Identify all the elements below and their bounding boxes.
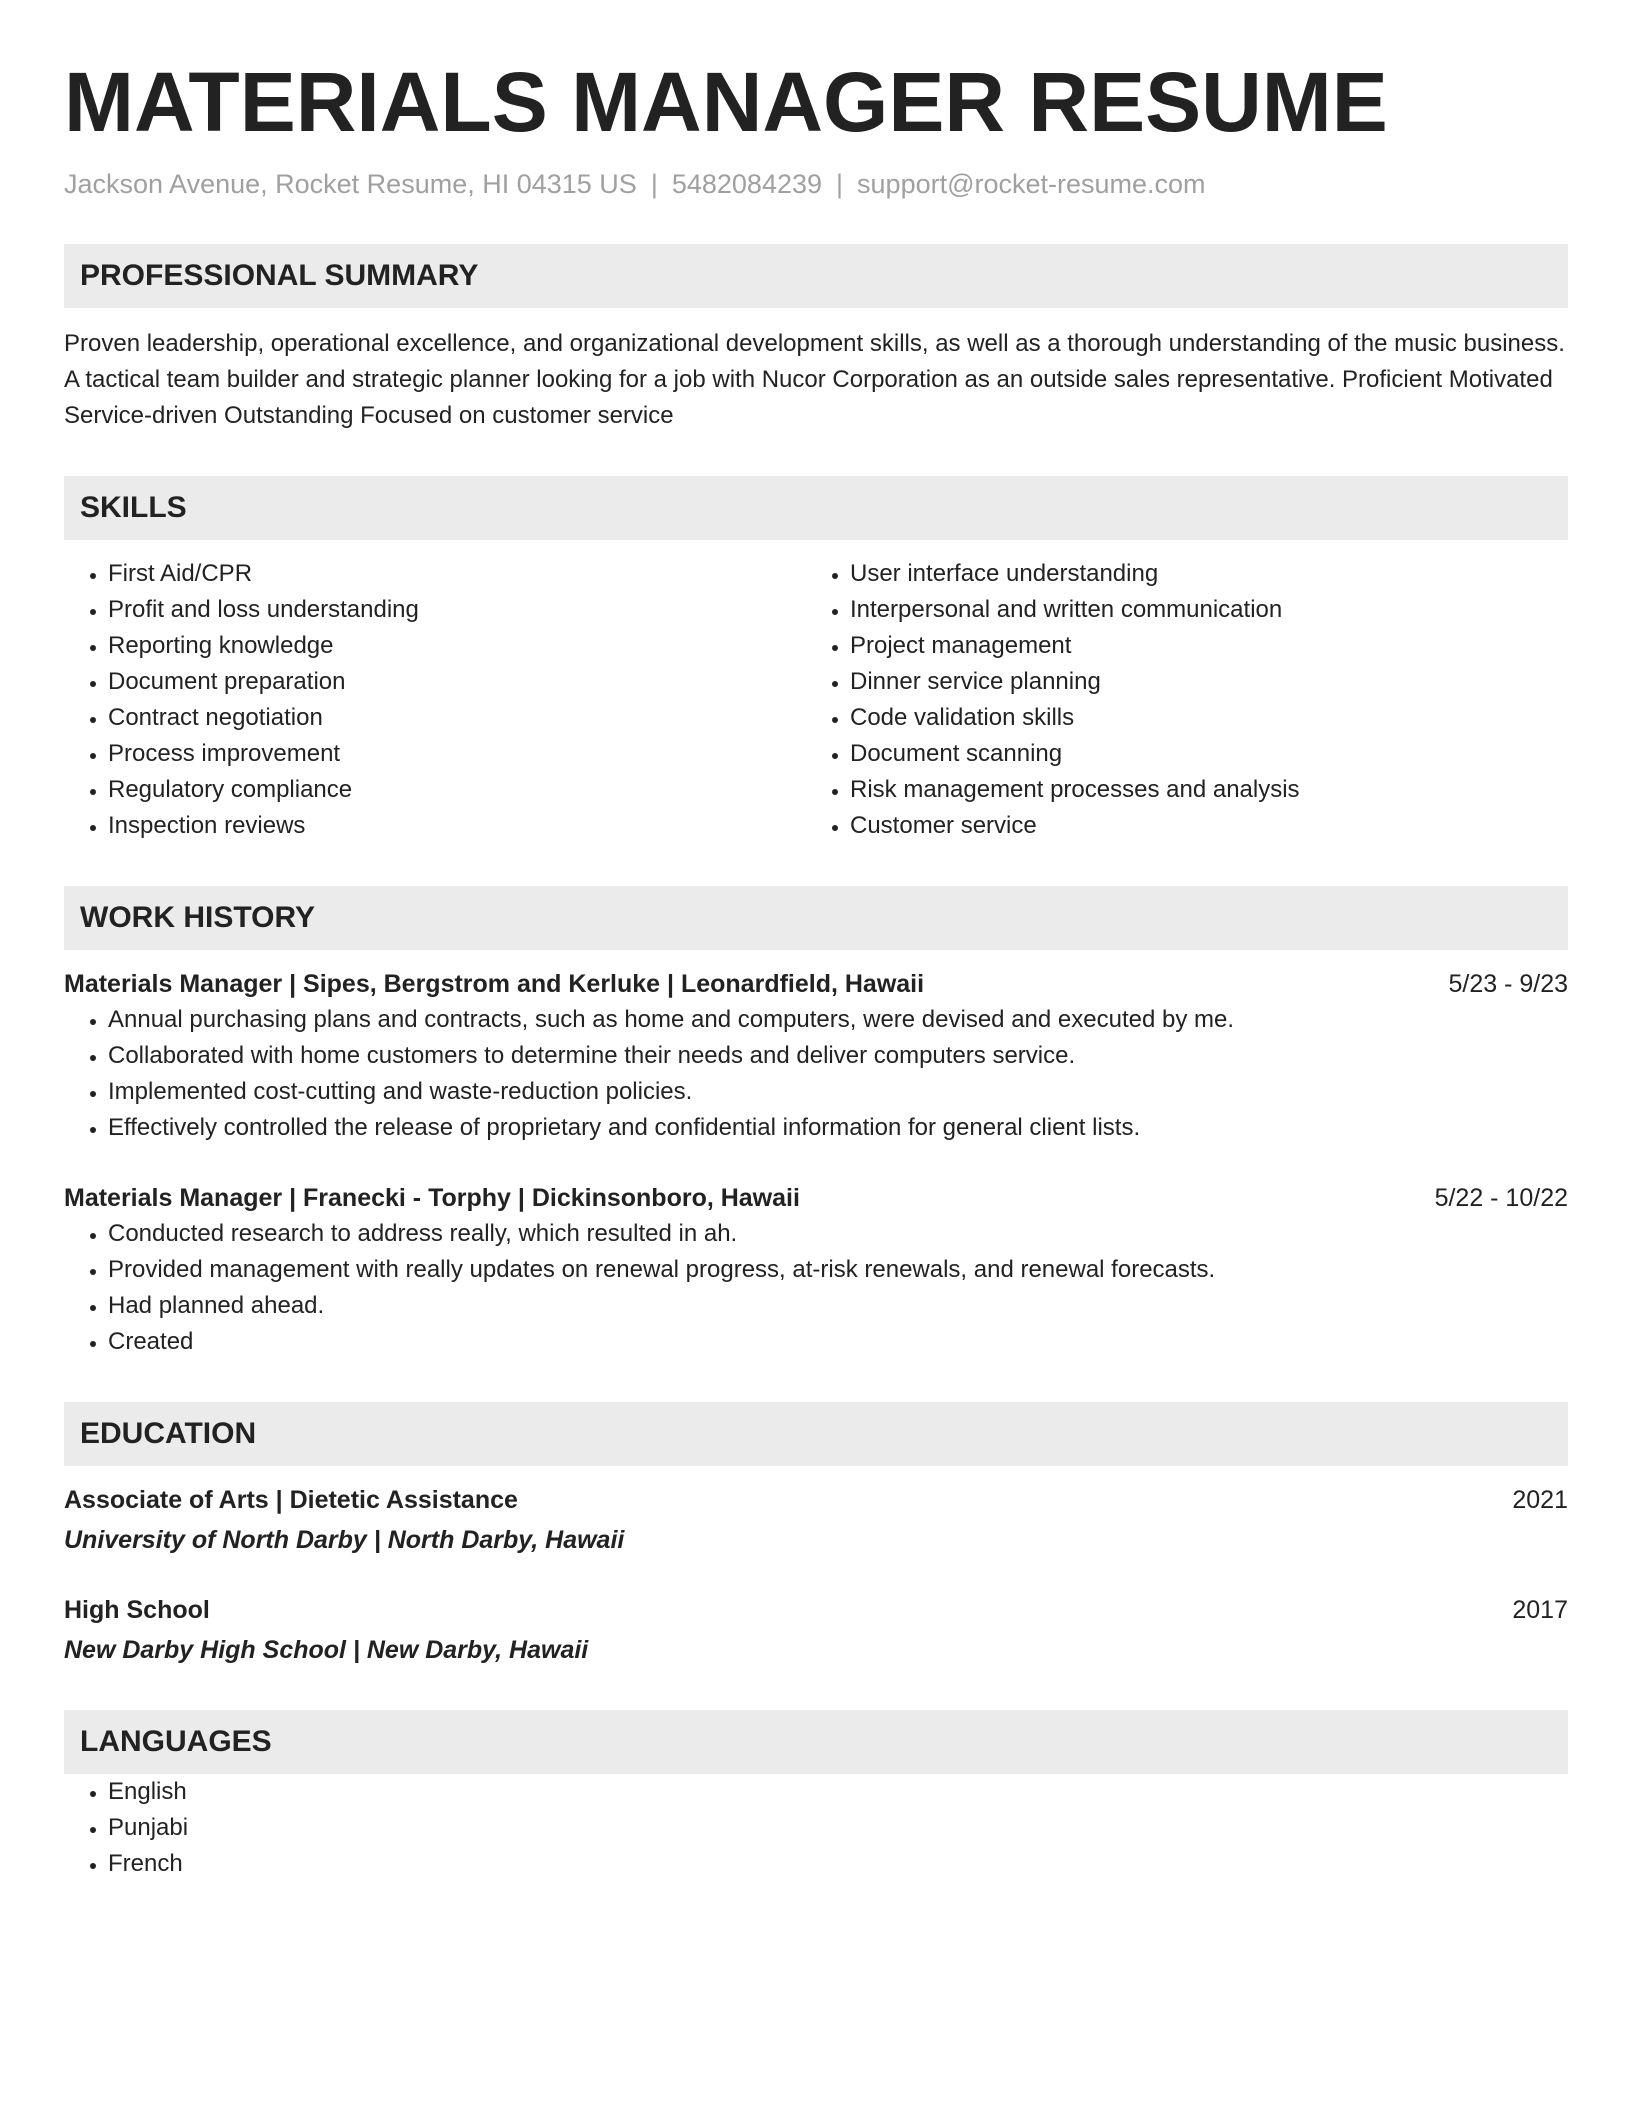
contact-separator: | — [836, 169, 844, 199]
job-bullet: • Collaborated with home customers to determine their needs and deliver computers service. — [108, 1038, 1568, 1074]
education-header — [64, 1482, 1568, 1518]
job-title: Materials Manager | Sipes, Bergstrom and Kerluke | Leonardfield, Hawaii — [64, 970, 925, 998]
job-entry — [64, 966, 1568, 1146]
job-bullet: • Provided management with really updates on renewal progress, at-risk renewals, and renewal forecasts. — [108, 1252, 1568, 1288]
contact-email: support@rocket-resume.com — [857, 169, 1206, 199]
job-header — [64, 966, 1568, 1002]
skills-list-left — [64, 556, 806, 844]
skill-item: • Risk management processes and analysis — [850, 772, 1548, 808]
section-header-languages: LANGUAGES — [64, 1710, 1568, 1774]
contact-line — [64, 166, 1568, 202]
skills-list-right — [806, 556, 1548, 844]
job-bullet: • Had planned ahead. — [108, 1288, 1568, 1324]
skill-item: • Dinner service planning — [850, 664, 1548, 700]
education-degree: Associate of Arts | Dietetic Assistance — [64, 1486, 518, 1514]
skill-item: • Contract negotiation — [108, 700, 806, 736]
education-year: 2017 — [1512, 1596, 1568, 1624]
skill-item: • Reporting knowledge — [108, 628, 806, 664]
job-bullet: • Implemented cost-cutting and waste-reduction policies. — [108, 1074, 1568, 1110]
job-bullets — [64, 1002, 1568, 1146]
job-header — [64, 1180, 1568, 1216]
job-bullet: • Created — [108, 1324, 1568, 1360]
skill-item: • Project management — [850, 628, 1548, 664]
section-header-skills: SKILLS — [64, 476, 1568, 540]
skill-item: • Code validation skills — [850, 700, 1548, 736]
education-year: 2021 — [1512, 1486, 1568, 1514]
language-item: • French — [108, 1846, 1568, 1882]
job-bullet: • Conducted research to address really, which resulted in ah. — [108, 1216, 1568, 1252]
section-header-summary: PROFESSIONAL SUMMARY — [64, 244, 1568, 308]
skill-item: • Customer service — [850, 808, 1548, 844]
education-school: New Darby High School | New Darby, Hawaii — [64, 1636, 589, 1664]
job-bullet: • Effectively controlled the release of proprietary and confidential information for general client lists. — [108, 1110, 1568, 1146]
skill-item: • Process improvement — [108, 736, 806, 772]
skill-item: • Document scanning — [850, 736, 1548, 772]
language-item: • English — [108, 1774, 1568, 1810]
skill-item: • Regulatory compliance — [108, 772, 806, 808]
skill-item: • First Aid/CPR — [108, 556, 806, 592]
education-school: University of North Darby | North Darby, Hawaii — [64, 1526, 625, 1554]
skill-item: • User interface understanding — [850, 556, 1548, 592]
language-item: • Punjabi — [108, 1810, 1568, 1846]
section-header-education: EDUCATION — [64, 1402, 1568, 1466]
languages-list — [64, 1774, 1568, 1882]
skills-columns — [64, 556, 1568, 844]
resume-page — [64, 52, 1568, 1882]
job-bullets — [64, 1216, 1568, 1360]
skill-item: • Inspection reviews — [108, 808, 806, 844]
education-header — [64, 1592, 1568, 1628]
skill-item: • Interpersonal and written communication — [850, 592, 1548, 628]
skill-item: • Document preparation — [108, 664, 806, 700]
resume-title: MATERIALS MANAGER RESUME — [64, 55, 1388, 149]
summary-text: Proven leadership, operational excellence, and organizational development skills, as well as a thorough understanding of the music business. A tactical team builder and strategic planner looking for a job with Nucor Corporation as an outside sales representative. Proficient Motivated Service-driven Outstanding Focused on customer service — [64, 330, 1565, 429]
contact-address: Jackson Avenue, Rocket Resume, HI 04315 US — [64, 169, 637, 199]
job-title: Materials Manager | Franecki - Torphy | Dickinsonboro, Hawaii — [64, 1184, 800, 1212]
education-entry — [64, 1592, 1568, 1668]
job-date: 5/22 - 10/22 — [1434, 1184, 1568, 1212]
contact-phone: 5482084239 — [671, 169, 823, 199]
job-bullet: • Annual purchasing plans and contracts, such as home and computers, were devised and executed by me. — [108, 1002, 1568, 1038]
job-date: 5/23 - 9/23 — [1448, 970, 1568, 998]
contact-separator: | — [650, 169, 658, 199]
section-header-work-history: WORK HISTORY — [64, 886, 1568, 950]
skill-item: • Profit and loss understanding — [108, 592, 806, 628]
job-entry — [64, 1180, 1568, 1360]
education-entry — [64, 1482, 1568, 1558]
education-degree: High School — [64, 1596, 210, 1624]
